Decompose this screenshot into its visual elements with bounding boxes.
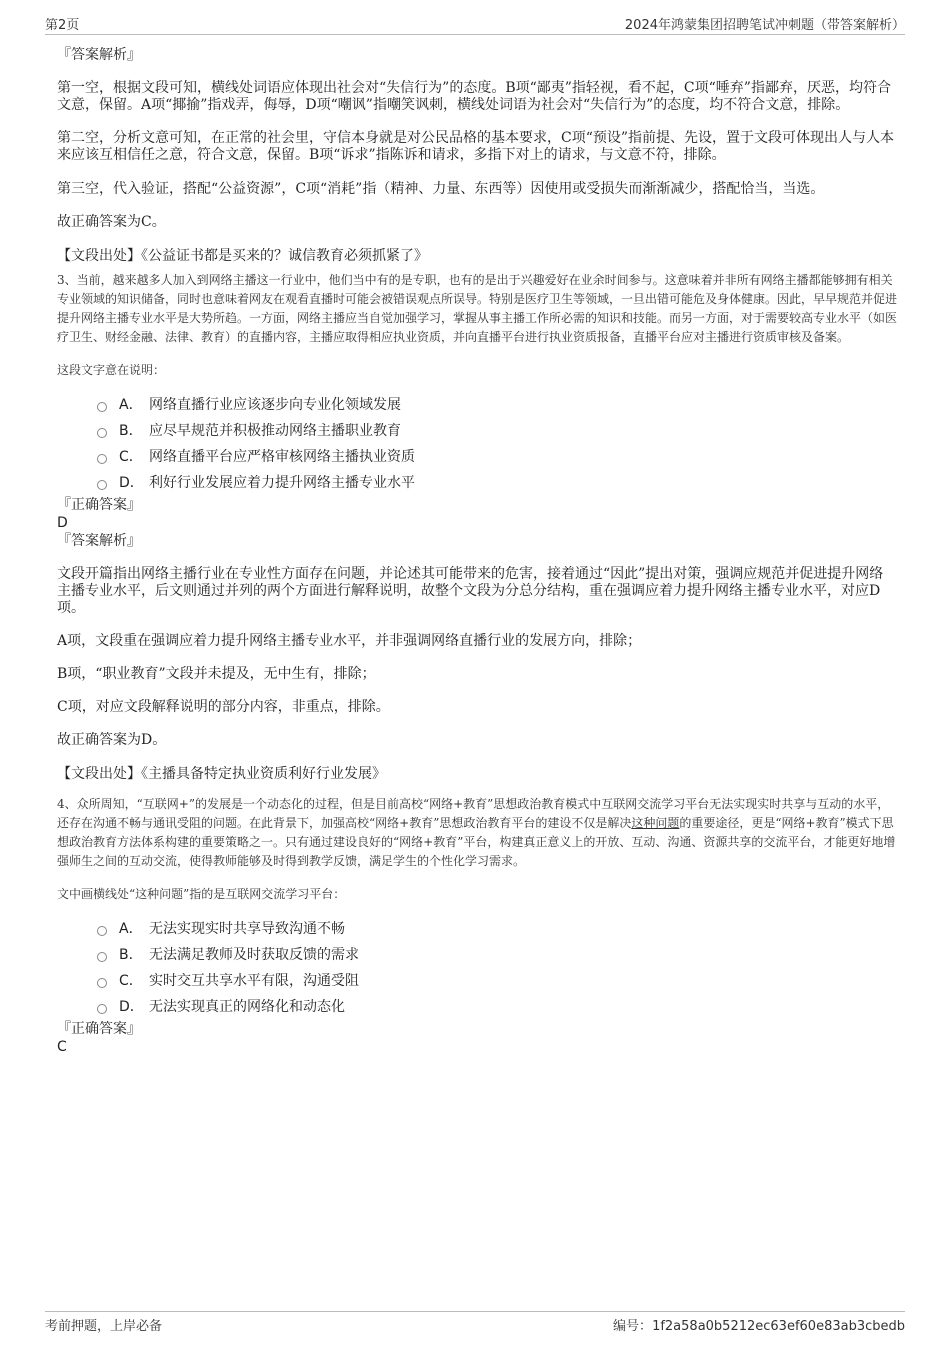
analysis-conclusion: 故正确答案为C。 [57, 214, 166, 230]
analysis-paragraph: A项，文段重在强调应着力提升网络主播专业水平，并非强调网络直播行业的发展方向，排除； [57, 633, 642, 649]
option-letter: D． [119, 475, 144, 491]
analysis-paragraph: 第三空，代入验证，搭配“公益资源”，C项“消耗”指（精神、力量、东西等）因使用或受损失而渐渐减少，搭配恰当，当选。 [57, 181, 825, 197]
radio-icon[interactable] [97, 480, 107, 490]
option-a[interactable] [97, 916, 897, 942]
option-letter: C． [119, 973, 143, 989]
option-d[interactable] [97, 470, 897, 496]
footer-slogan: 考前押题，上岸必备 [45, 1319, 163, 1334]
analysis-label: 『答案解析』 [57, 47, 141, 63]
correct-answer: C [57, 1039, 67, 1055]
radio-icon[interactable] [97, 402, 107, 412]
option-list [57, 392, 897, 496]
option-letter: A． [119, 921, 143, 937]
document-code [613, 1315, 905, 1334]
analysis-paragraph: B项，“职业教育”文段并未提及，无中生有，排除； [57, 666, 376, 682]
option-text: 网络直播行业应该逐步向专业化领域发展 [149, 397, 401, 413]
option-c[interactable] [97, 444, 897, 470]
option-letter: B． [119, 947, 143, 963]
underlined-phrase: 这种问题 [631, 816, 680, 830]
option-letter: A． [119, 397, 143, 413]
option-text: 网络直播平台应严格审核网络主播执业资质 [149, 449, 415, 465]
code-label: 编号： [613, 1319, 653, 1334]
analysis-paragraph: 文段开篇指出网络主播行业在专业性方面存在问题，并论述其可能带来的危害，接着通过“因此”提出对策，强调应规范并促进提升网络主播专业水平，后文则通过并列的两个方面进行解释说明，故整个文段为分总分结构，重在强调应着力提升网络主播专业水平，对应D项。 [57, 566, 884, 616]
page-header [45, 14, 905, 35]
radio-icon[interactable] [97, 926, 107, 936]
correct-answer-label: 『正确答案』 [57, 1021, 141, 1037]
page-number: 第2页 [45, 18, 80, 33]
document-title: 2024年鸿蒙集团招聘笔试冲刺题（带答案解析） [624, 18, 905, 33]
page-footer [45, 1311, 905, 1336]
correct-answer: D [57, 515, 68, 531]
option-a[interactable] [97, 392, 897, 418]
option-letter: D． [119, 999, 144, 1015]
analysis-label: 『答案解析』 [57, 533, 141, 549]
analysis-paragraph: 第二空，分析文意可知，在正常的社会里，守信本身就是对公民品格的基本要求，C项“预设”指前提、先设，置于文段可体现出人与人本来应该互相信任之意，符合文意，保留。B项“诉求”指陈诉和请求，多指下对上的请求，与文意不符，排除。 [57, 130, 895, 163]
option-letter: B． [119, 423, 143, 439]
code-value: 1f2a58a0b5212ec63ef60e83ab3cbedb [652, 1319, 905, 1334]
radio-icon[interactable] [97, 1004, 107, 1014]
option-text: 无法实现实时共享导致沟通不畅 [149, 921, 345, 937]
option-b[interactable] [97, 418, 897, 444]
question-prompt: 这段文字意在说明： [57, 363, 166, 377]
question-text: 3、当前，越来越多人加入到网络主播这一行业中，他们当中有的是专职，也有的是出于兴趣爱好在业余时间参与。这意味着并非所有网络主播都能够拥有相关专业领域的知识储备，同时也意味着网友在观看直播时可能会被错误观点所误导。特别是医疗卫生等领域，一旦出错可能危及身体健康。因此，早早规范并促进提升网络主播专业水平是大势所趋。一方面，网络主播应当自觉加强学习，掌握从事主播工作所必需的知识和技能。而另一方面，对于需要较高专业水平（如医疗卫生、财经金融、法律、教育）的直播内容，主播应取得相应执业资质，并向直播平台进行执业资质报备，直播平台应对主播进行资质审核及备案。 [57, 273, 898, 344]
radio-icon[interactable] [97, 454, 107, 464]
option-b[interactable] [97, 942, 897, 968]
question-text-part: 4、众所周知，“互联网+”的发展是一个动态化的过程，但是目前高校“网络+教育”思想政治教育模式中互联网交流学习平台无法实现实时共享与互动的水平，还存在沟通不畅与通讯受阻的问题。在此背景下，加强高校“网络+教育”思想政治教育平台的建设不仅是解决 [57, 797, 890, 830]
source-citation: 【文段出处】《公益证书都是买来的？诚信教育必须抓紧了》 [57, 248, 428, 264]
option-text: 无法满足教师及时获取反馈的需求 [149, 947, 359, 963]
radio-icon[interactable] [97, 978, 107, 988]
page-content [57, 46, 897, 1056]
analysis-conclusion: 故正确答案为D。 [57, 732, 167, 748]
radio-icon[interactable] [97, 428, 107, 438]
question-text-part: 的重要途径，更是“网络+教育”模式下思想政治教育方法体系构建的重要策略之一。只有通过建设良好的“网络+教育”平台，构建真正意义上的开放、互动、沟通、资源共享的交流平台，才能更好地增强师生之间的互动交流，使得教师能够及时得到教学反馈，满足学生的个性化学习需求。 [57, 816, 896, 868]
radio-icon[interactable] [97, 952, 107, 962]
option-text: 无法实现真正的网络化和动态化 [149, 999, 345, 1015]
source-citation: 【文段出处】《主播具备特定执业资质利好行业发展》 [57, 766, 386, 782]
option-list [57, 916, 897, 1020]
option-text: 应尽早规范并积极推动网络主播职业教育 [149, 423, 401, 439]
correct-answer-label: 『正确答案』 [57, 497, 141, 513]
option-text: 利好行业发展应着力提升网络主播专业水平 [149, 475, 415, 491]
analysis-paragraph: C项，对应文段解释说明的部分内容，非重点，排除。 [57, 699, 390, 715]
option-c[interactable] [97, 968, 897, 994]
question-prompt: 文中画横线处“这种问题”指的是互联网交流学习平台： [57, 887, 346, 901]
analysis-paragraph: 第一空，根据文段可知，横线处词语应体现出社会对“失信行为”的态度。B项“鄙夷”指轻视，看不起，C项“唾弃”指鄙弃，厌恶，均符合文意，保留。A项“揶揄”指戏弄，侮辱，D项“嘲讽”指嘲笑讽刺，横线处词语为社会对“失信行为”的态度，均不符合文意，排除。 [57, 80, 891, 113]
option-text: 实时交互共享水平有限，沟通受阻 [149, 973, 359, 989]
option-letter: C． [119, 449, 143, 465]
option-d[interactable] [97, 994, 897, 1020]
question-text [57, 795, 897, 871]
